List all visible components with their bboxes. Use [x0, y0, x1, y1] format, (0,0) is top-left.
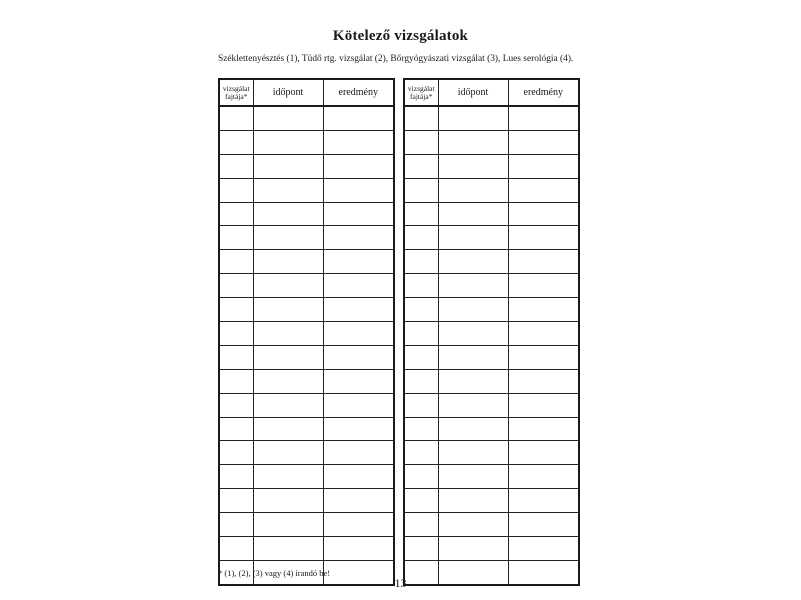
date-cell: [438, 537, 508, 561]
exam-table-left: [218, 78, 395, 586]
table-row: [219, 441, 394, 465]
table-row: [219, 345, 394, 369]
table-header-row: [404, 79, 579, 106]
exam-type-cell: [219, 250, 253, 274]
table-row: [404, 537, 579, 561]
table-row: [404, 226, 579, 250]
table-row: [219, 178, 394, 202]
result-cell: [508, 513, 579, 537]
result-cell: [323, 154, 394, 178]
table-row: [219, 393, 394, 417]
exam-type-cell: [404, 537, 438, 561]
exam-type-cell: [404, 513, 438, 537]
table-row: [219, 274, 394, 298]
table-row: [404, 202, 579, 226]
date-cell: [253, 226, 323, 250]
exam-type-cell: [219, 441, 253, 465]
table-row: [219, 322, 394, 346]
table-row: [219, 202, 394, 226]
date-cell: [253, 465, 323, 489]
date-cell: [438, 274, 508, 298]
exam-type-cell: [404, 226, 438, 250]
exam-type-cell: [404, 441, 438, 465]
date-cell: [438, 322, 508, 346]
header-exam-type-line1: vizsgálat: [222, 83, 250, 93]
date-cell: [438, 513, 508, 537]
date-cell: [438, 417, 508, 441]
header-date: időpont: [253, 79, 323, 106]
result-cell: [508, 298, 579, 322]
exam-type-cell: [219, 178, 253, 202]
exam-type-cell: [404, 393, 438, 417]
result-cell: [323, 130, 394, 154]
exam-type-cell: [404, 130, 438, 154]
date-cell: [253, 274, 323, 298]
exam-type-cell: [219, 465, 253, 489]
result-cell: [508, 441, 579, 465]
date-cell: [438, 345, 508, 369]
table-row: [219, 154, 394, 178]
exam-type-cell: [219, 202, 253, 226]
header-exam-type-line2: fajtája*: [410, 91, 433, 101]
date-cell: [438, 441, 508, 465]
result-cell: [323, 441, 394, 465]
exam-type-cell: [404, 202, 438, 226]
result-cell: [508, 393, 579, 417]
exam-table-right: [403, 78, 580, 586]
table-row: [219, 130, 394, 154]
exam-type-cell: [404, 369, 438, 393]
table-row: [404, 250, 579, 274]
table-row: [404, 513, 579, 537]
result-cell: [323, 274, 394, 298]
result-cell: [323, 393, 394, 417]
header-result: eredmény: [323, 79, 394, 106]
exam-type-cell: [219, 106, 253, 130]
header-exam-type-line2: fajtája*: [225, 91, 248, 101]
result-cell: [508, 226, 579, 250]
date-cell: [438, 130, 508, 154]
date-cell: [438, 106, 508, 130]
exam-type-cell: [404, 274, 438, 298]
table-row: [219, 106, 394, 130]
table-row: [404, 345, 579, 369]
table-row: [404, 393, 579, 417]
result-cell: [508, 178, 579, 202]
result-cell: [323, 202, 394, 226]
table-row: [404, 465, 579, 489]
date-cell: [438, 369, 508, 393]
table-row: [219, 513, 394, 537]
table-row: [219, 250, 394, 274]
table-header-row: [219, 79, 394, 106]
date-cell: [253, 250, 323, 274]
exam-type-cell: [219, 298, 253, 322]
date-cell: [253, 393, 323, 417]
exam-type-cell: [219, 369, 253, 393]
exam-type-cell: [404, 417, 438, 441]
result-cell: [323, 417, 394, 441]
exam-type-cell: [219, 489, 253, 513]
exam-type-cell: [219, 345, 253, 369]
result-cell: [323, 537, 394, 561]
table-row: [219, 465, 394, 489]
exam-type-cell: [219, 537, 253, 561]
table-row: [404, 441, 579, 465]
table-row: [219, 489, 394, 513]
result-cell: [508, 465, 579, 489]
date-cell: [253, 298, 323, 322]
date-cell: [438, 202, 508, 226]
exam-codes-legend: Széklettenyésztés (1), Tüdő rtg. vizsgálat (2), Bőrgyógyászati vizsgálat (3), Lues serológia (4).: [218, 54, 574, 64]
table-row: [404, 369, 579, 393]
date-cell: [253, 130, 323, 154]
date-cell: [438, 154, 508, 178]
date-cell: [253, 178, 323, 202]
date-cell: [438, 226, 508, 250]
result-cell: [508, 274, 579, 298]
exam-type-cell: [219, 393, 253, 417]
exam-type-cell: [404, 322, 438, 346]
table-row: [404, 489, 579, 513]
result-cell: [323, 322, 394, 346]
header-exam-type-line1: vizsgálat: [407, 83, 435, 93]
date-cell: [438, 465, 508, 489]
exam-type-cell: [404, 106, 438, 130]
date-cell: [438, 393, 508, 417]
exam-type-cell: [219, 513, 253, 537]
form-title: Kötelező vizsgálatok: [332, 28, 469, 44]
exam-type-cell: [404, 178, 438, 202]
date-cell: [438, 298, 508, 322]
date-cell: [253, 489, 323, 513]
date-cell: [253, 513, 323, 537]
date-cell: [438, 489, 508, 513]
date-cell: [253, 345, 323, 369]
date-cell: [253, 441, 323, 465]
table-row: [404, 322, 579, 346]
result-cell: [508, 130, 579, 154]
header-result: eredmény: [508, 79, 579, 106]
result-cell: [508, 202, 579, 226]
result-cell: [323, 226, 394, 250]
exam-type-cell: [219, 130, 253, 154]
table-row: [219, 417, 394, 441]
result-cell: [508, 322, 579, 346]
table-row: [404, 298, 579, 322]
result-cell: [508, 345, 579, 369]
result-cell: [323, 178, 394, 202]
result-cell: [508, 250, 579, 274]
result-cell: [323, 250, 394, 274]
result-cell: [508, 537, 579, 561]
date-cell: [253, 369, 323, 393]
result-cell: [508, 106, 579, 130]
exam-type-cell: [404, 489, 438, 513]
table-row: [219, 537, 394, 561]
date-cell: [253, 154, 323, 178]
result-cell: [508, 417, 579, 441]
result-cell: [323, 465, 394, 489]
exam-type-cell: [404, 154, 438, 178]
date-cell: [438, 178, 508, 202]
date-cell: [253, 417, 323, 441]
exam-type-cell: [404, 250, 438, 274]
result-cell: [508, 489, 579, 513]
date-cell: [253, 322, 323, 346]
exam-type-cell: [219, 226, 253, 250]
table-row: [404, 178, 579, 202]
result-cell: [508, 154, 579, 178]
date-cell: [253, 202, 323, 226]
table-row: [219, 226, 394, 250]
table-row: [404, 274, 579, 298]
table-row: [219, 298, 394, 322]
exam-type-cell: [404, 465, 438, 489]
result-cell: [323, 489, 394, 513]
exam-type-cell: [404, 345, 438, 369]
date-cell: [438, 250, 508, 274]
header-exam-type: [219, 79, 253, 106]
table-row: [404, 154, 579, 178]
result-cell: [323, 106, 394, 130]
header-date: időpont: [438, 79, 508, 106]
table-row: [404, 417, 579, 441]
table-row: [404, 106, 579, 130]
date-cell: [253, 537, 323, 561]
exam-type-cell: [219, 274, 253, 298]
result-cell: [323, 345, 394, 369]
exam-type-cell: [219, 322, 253, 346]
result-cell: [323, 369, 394, 393]
exam-type-cell: [219, 417, 253, 441]
table-row: [219, 369, 394, 393]
page-number: 13: [394, 576, 407, 590]
footnote: * (1), (2), (3) vagy (4) írandó be!: [218, 568, 331, 578]
table-row: [404, 130, 579, 154]
exam-type-cell: [404, 298, 438, 322]
result-cell: [323, 513, 394, 537]
header-exam-type: [404, 79, 438, 106]
date-cell: [253, 106, 323, 130]
result-cell: [323, 298, 394, 322]
exam-type-cell: [219, 154, 253, 178]
result-cell: [508, 369, 579, 393]
